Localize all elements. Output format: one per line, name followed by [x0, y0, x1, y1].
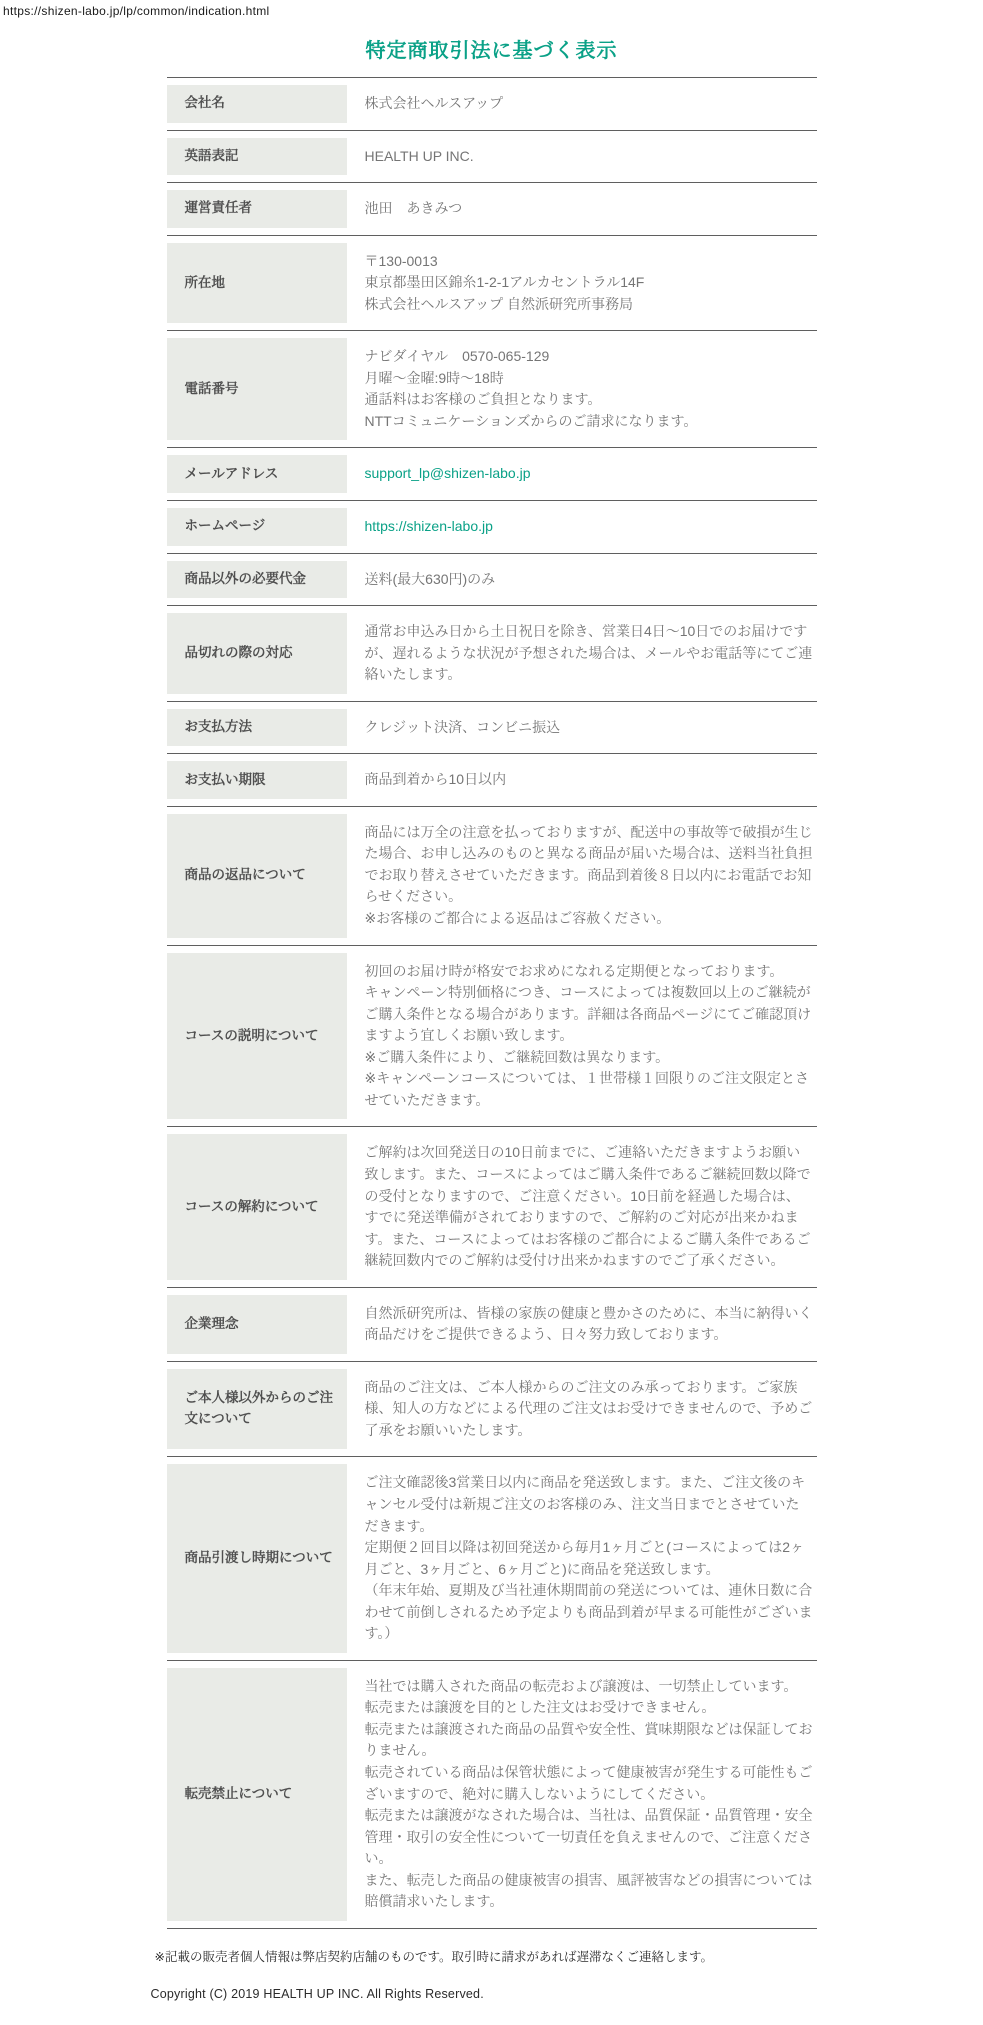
row-value-line: 株式会社ヘルスアップ 自然派研究所事務局	[364, 295, 633, 312]
row-value	[347, 613, 817, 694]
row-value-line: 商品のご注文は、ご本人様からのご注文のみ承っております。ご家族様、知人の方などによる代理のご注文はお受けできませんので、予めご了承をお願いいたします。	[364, 1378, 813, 1438]
row-label: 転売禁止について	[167, 1668, 347, 1921]
row-value-line: また、転売した商品の健康被害の損害、風評被害などの損害については賠償請求いたします。	[364, 1871, 813, 1910]
row-label: 運営責任者	[167, 190, 347, 228]
copyright-text: Copyright (C) 2019 HEALTH UP INC. All Rights Reserved.	[150, 1986, 484, 2001]
row-value	[347, 455, 817, 493]
table-row	[167, 182, 817, 235]
row-value-line: ナビダイヤル 0570-065-129	[364, 348, 550, 365]
table-row	[167, 130, 817, 183]
row-value-line: HEALTH UP INC.	[364, 147, 474, 164]
row-label: コースの説明について	[167, 953, 347, 1120]
table-row	[167, 753, 817, 806]
table-row	[167, 1456, 817, 1659]
row-value-line: ※キャンペーンコースについては、１世帯様１回限りのご注文限定とさせていただきます。	[364, 1070, 809, 1108]
row-value-line: ご解約は次回発送日の10日前までに、ご連絡いただきますようお願い致します。また、コースによってはご購入条件であるご継続回数以降での受付となりますので、ご注意ください。10日前を経過した場合は、すでに発送準備がされておりますので、ご解約のご対応が出来かねます。また、コースによってはお客様のご都合によるご購入条件であるご継続回数内でのご解約は受付け出来かねますのでご了承ください。	[364, 1144, 811, 1269]
row-value-line: 月曜～金曜:9時～18時	[364, 369, 504, 386]
row-value	[347, 508, 817, 546]
row-label: コースの解約について	[167, 1134, 347, 1279]
row-value-line: 定期便２回目以降は初回発送から毎月1ヶ月ごと(コースによっては2ヶ月ごと、3ヶ月ごと、6ヶ月ごと)に商品を発送致します。	[364, 1539, 805, 1577]
row-value-line: 通話料はお客様のご負担となります。	[364, 391, 602, 408]
row-value-line: 当社では購入された商品の転売および譲渡は、一切禁止しています。	[364, 1677, 798, 1694]
content-wrapper	[150, 34, 817, 2001]
row-value	[347, 1369, 817, 1450]
row-label: 英語表記	[167, 138, 347, 176]
row-value	[347, 190, 817, 228]
row-value-line: 東京都墨田区錦糸1-2-1アルカセントラル14F	[364, 274, 645, 291]
row-value-link[interactable]: support_lp@shizen-labo.jp	[364, 465, 531, 482]
row-value	[347, 709, 817, 747]
row-value-line: NTTコミュニケーションズからのご請求になります。	[364, 412, 698, 429]
row-value-line: ※ご購入条件により、ご継続回数は異なります。	[364, 1048, 670, 1065]
commercial-law-table	[167, 77, 817, 1929]
table-row	[167, 605, 817, 701]
row-value-link[interactable]: https://shizen-labo.jp	[364, 518, 493, 535]
row-value-line: キャンペーン特別価格につき、コースによっては複数回以上のご継続がご購入条件となる場合があります。詳細は各商品ページにてご確認頂けますよう宜しくお願い致します。	[364, 984, 812, 1044]
page-url-text: https://shizen-labo.jp/lp/common/indication.html	[3, 4, 270, 18]
table-row	[167, 806, 817, 945]
row-value	[347, 1295, 817, 1354]
table-row	[167, 500, 817, 553]
row-value-line: 株式会社ヘルスアップ	[364, 95, 504, 111]
row-value	[347, 1668, 817, 1921]
row-label: 会社名	[167, 85, 347, 123]
table-row	[167, 1287, 817, 1361]
row-value-line: 商品には万全の注意を払っておりますが、配送中の事故等で破損が生じた場合、お申し込みのものと異なる商品が届いた場合は、送料当社負担でお取り替えさせていただきます。商品到着後８日以内にお電話でお知らせください。	[364, 823, 813, 905]
table-row	[167, 945, 817, 1127]
row-label: お支払方法	[167, 709, 347, 747]
row-value-line: 転売または譲渡がなされた場合は、当社は、品質保証・品質管理・安全管理・取引の安全性について一切責任を負えませんので、ご注意ください。	[364, 1807, 813, 1867]
row-value	[347, 561, 817, 599]
page-title: 特定商取引法に基づく表示	[365, 40, 618, 62]
row-label: メールアドレス	[167, 455, 347, 493]
row-value-line: ご注文確認後3営業日以内に商品を発送致します。また、ご注文後のキャンセル受付は新規ご注文のお客様のみ、注文当日までとさせていただきます。	[364, 1474, 806, 1534]
row-label: 所在地	[167, 243, 347, 324]
row-label: 商品以外の必要代金	[167, 561, 347, 599]
table-row	[167, 77, 817, 130]
table-row	[167, 330, 817, 447]
row-value-line: 初回のお届け時が格安でお求めになれる定期便となっております。	[364, 962, 784, 979]
table-row	[167, 235, 817, 331]
row-label: ご本人様以外からのご注文について	[167, 1369, 347, 1450]
row-value-line: （年末年始、夏期及び当社連休期間前の発送については、連休日数に合わせて前倒しされるため予定よりも商品到着が早まる可能性がございます。）	[364, 1582, 813, 1642]
row-value-line: クレジット決済、コンビニ振込	[364, 718, 561, 735]
row-label: お支払い期限	[167, 761, 347, 799]
row-label: 企業理念	[167, 1295, 347, 1354]
row-value	[347, 814, 817, 938]
row-label: 商品の返品について	[167, 814, 347, 938]
row-value	[347, 1464, 817, 1652]
row-value	[347, 85, 817, 123]
row-value	[347, 761, 817, 799]
row-value-line: 商品到着から10日以内	[364, 771, 507, 788]
table-row	[167, 447, 817, 500]
table-row	[167, 1660, 817, 1928]
row-value-line: 〒130-0013	[364, 252, 438, 269]
row-value-line: 通常お申込み日から土日祝日を除き、営業日4日～10日でのお届けですが、遅れるような状況が予想された場合は、メールやお電話等にてご連絡いたします。	[364, 623, 813, 683]
row-value	[347, 1134, 817, 1279]
row-value	[347, 138, 817, 176]
row-value-line: 池田 あきみつ	[364, 200, 463, 217]
row-label: 商品引渡し時期について	[167, 1464, 347, 1652]
table-row	[167, 701, 817, 754]
row-label: ホームページ	[167, 508, 347, 546]
row-label: 電話番号	[167, 338, 347, 440]
row-label: 品切れの際の対応	[167, 613, 347, 694]
table-row	[167, 553, 817, 606]
row-value	[347, 338, 817, 440]
footnote-text: ※記載の販売者個人情報は弊店契約店舗のものです。取引時に請求があれば遅滞なくご連絡します。	[154, 1949, 713, 1964]
row-value	[347, 243, 817, 324]
row-value	[347, 953, 817, 1120]
table-row	[167, 1361, 817, 1457]
row-value-line: 転売されている商品は保管状態によって健康被害が発生する可能性もございますので、絶対に購入しないようにしてください。	[364, 1763, 813, 1802]
table-row	[167, 1126, 817, 1286]
row-value-line: 自然派研究所は、皆様の家族の健康と豊かさのために、本当に納得いく商品だけをご提供できるよう、日々努力致しております。	[364, 1304, 813, 1343]
row-value-line: 転売または譲渡された商品の品質や安全性、賞味期限などは保証しておりません。	[364, 1720, 813, 1759]
row-value-line: ※お客様のご都合による返品はご容赦ください。	[364, 910, 671, 927]
row-value-line: 送料(最大630円)のみ	[364, 570, 496, 587]
row-value-line: 転売または譲渡を目的とした注文はお受けできません。	[364, 1699, 716, 1716]
